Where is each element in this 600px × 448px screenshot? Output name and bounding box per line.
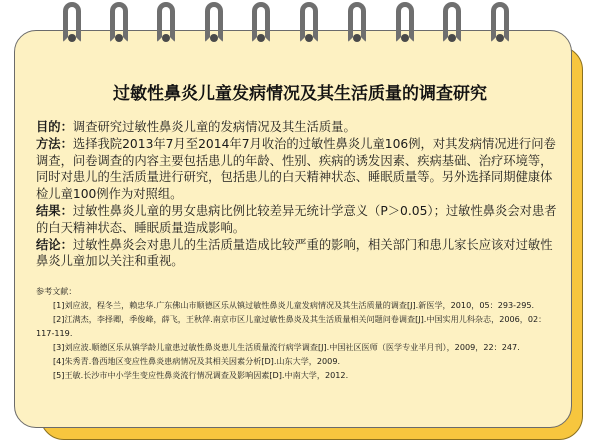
section-label: 结果：: [36, 203, 73, 218]
abstract-body: [36, 119, 558, 270]
reference-item: [5]王敏.长沙市中小学生变应性鼻炎流行情况调查及影响因素[D].中南大学，2012.: [53, 370, 349, 380]
section-label: 结论：: [36, 237, 73, 252]
ring-hole: [210, 34, 218, 42]
ring-hole: [401, 34, 409, 42]
ring-hole: [257, 34, 265, 42]
ring-hole: [353, 34, 361, 42]
ring-hole: [448, 34, 456, 42]
reference-item: [2]江满杰，李择卿，季俊峰，薛飞，王秋萍.南京市区儿童过敏性鼻炎及其生活质量相关问题问卷调查[J].中国实用儿科杂志，2006，02：117-119.: [36, 314, 547, 338]
section-conclusion: [36, 237, 558, 271]
ring-hole: [305, 34, 313, 42]
references: [36, 284, 558, 382]
section-text: 调查研究过敏性鼻炎儿童的发病情况及其生活质量。: [72, 120, 356, 134]
poster-title: 过敏性鼻炎儿童发病情况及其生活质量的调查研究: [113, 84, 487, 104]
section-method: [36, 136, 558, 203]
section-text: 过敏性鼻炎会对患儿的生活质量造成比较严重的影响，相关部门和患儿家长应该对过敏性鼻炎儿童加以关注和重视。: [36, 237, 553, 269]
reference-item: [4]朱秀青.鲁西地区变应性鼻炎患病情况及其相关因素分析[D].山东大学，2009.: [53, 356, 341, 366]
section-objective: [36, 119, 558, 136]
section-text: 过敏性鼻炎儿童的男女患病比例比较差异无统计学意义（P＞0.05）；过敏性鼻炎会对患者的白天精神状态、睡眠质量造成影响。: [36, 203, 557, 235]
ring-hole: [68, 34, 76, 42]
section-label: 目的：: [36, 120, 73, 134]
ring-hole: [162, 34, 170, 42]
ring-hole: [115, 34, 123, 42]
section-label: 方法：: [36, 136, 73, 151]
ring-hole: [496, 34, 504, 42]
section-text: 选择我院2013年7月至2014年7月收治的过敏性鼻炎儿童106例，对其发病情况进行问卷调查，问卷调查的内容主要包括患儿的年龄、性别、疾病的诱发因素、疾病基础、治疗环境等，同时对患儿的生活质量进行研究，包括患儿的白天精神状态、睡眠质量等。另外选择同期健康体检儿童100例作为对照组。: [36, 136, 556, 202]
reference-item: [3]刘应波.顺德区乐从镇学龄儿童患过敏性鼻炎患儿生活质量流行病学调查[J].中国社区医师（医学专业半月刊），2009，22：247.: [53, 342, 520, 352]
references-heading: 参考文献：: [36, 286, 77, 296]
section-result: [36, 203, 558, 237]
reference-item: [1]刘应波，程冬兰，赖忠华.广东佛山市顺德区乐从镇过敏性鼻炎儿童发病情况及其生活质量的调查[J].新医学，2010，05：293-295.: [53, 300, 535, 310]
